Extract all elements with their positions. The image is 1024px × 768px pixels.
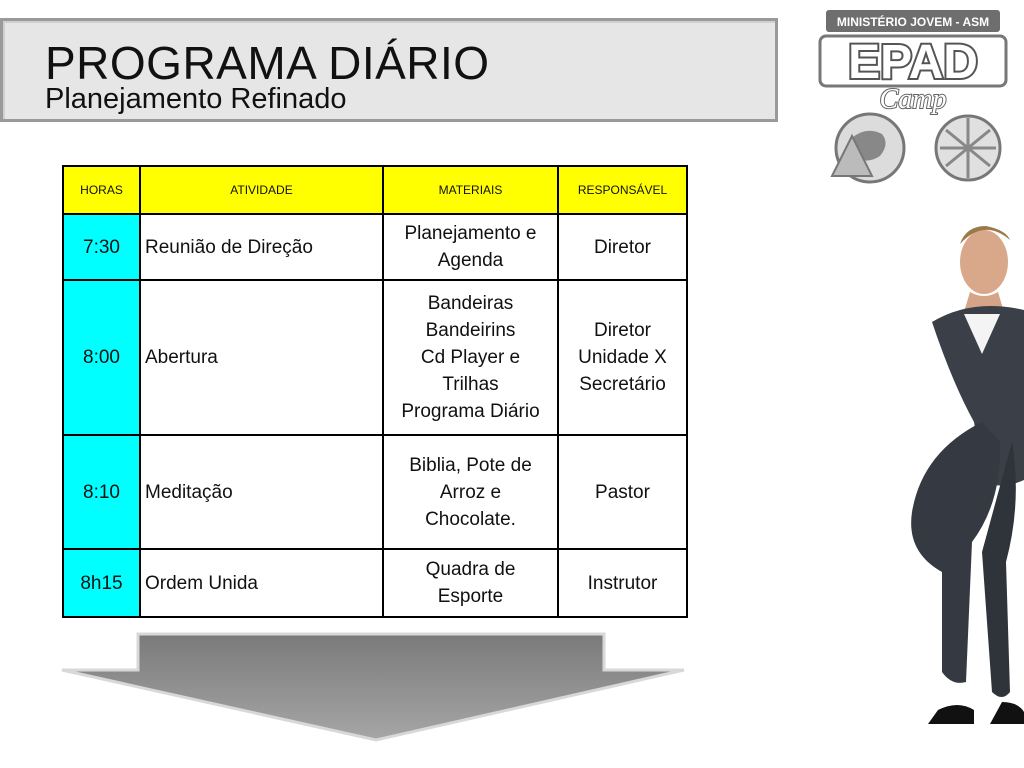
table-header-row xyxy=(63,166,687,214)
epad-camp-logo xyxy=(818,8,1008,190)
materials-line: Programa Diário xyxy=(401,401,540,422)
materials-cell xyxy=(383,214,558,280)
title-banner xyxy=(0,18,778,122)
time-cell: 8h15 xyxy=(63,549,140,617)
column-header-responsavel: RESPONSÁVEL xyxy=(558,166,687,214)
materials-line: Agenda xyxy=(437,250,504,271)
responsible-line: Secretário xyxy=(579,374,666,395)
logo-top-text: MINISTÉRIO JOVEM - ASM xyxy=(836,15,990,29)
responsible-line: Unidade X xyxy=(578,347,667,368)
activity-cell: Meditação xyxy=(140,435,383,549)
table-row xyxy=(63,280,687,435)
responsible-line: Diretor xyxy=(593,320,651,341)
logo-brand: EPAD xyxy=(848,36,978,89)
logo-script: Camp xyxy=(879,84,947,115)
responsible-cell xyxy=(558,435,687,549)
materials-line: Chocolate. xyxy=(425,508,516,530)
time-cell: 8:00 xyxy=(63,280,140,435)
responsible-cell xyxy=(558,280,687,435)
page-subtitle: Planejamento Refinado xyxy=(45,83,347,115)
column-header-atividade: ATIVIDADE xyxy=(140,166,383,214)
materials-cell xyxy=(383,280,558,435)
responsible-cell xyxy=(558,214,687,280)
table-row xyxy=(63,435,687,549)
activity-cell: Reunião de Direção xyxy=(140,214,383,280)
materials-line: Quadra de xyxy=(425,559,516,580)
responsible-line: Pastor xyxy=(595,481,650,503)
materials-line: Cd Player e xyxy=(420,347,521,368)
materials-cell xyxy=(383,435,558,549)
down-arrow-shape xyxy=(58,630,688,742)
table-row xyxy=(63,549,687,617)
responsible-line: Instrutor xyxy=(587,572,658,594)
materials-line: Bandeirins xyxy=(425,320,516,341)
page-title: PROGRAMA DIÁRIO xyxy=(45,37,490,89)
column-header-materiais: MATERIAIS xyxy=(383,166,558,214)
materials-line: Esporte xyxy=(437,586,504,607)
materials-line: Trilhas xyxy=(442,374,499,395)
table-row xyxy=(63,214,687,280)
materials-line: Bandeiras xyxy=(427,293,514,314)
time-cell: 7:30 xyxy=(63,214,140,280)
materials-line: Biblia, Pote de xyxy=(409,454,532,476)
materials-cell xyxy=(383,549,558,617)
materials-line: Arroz e xyxy=(439,481,502,503)
activity-cell: Ordem Unida xyxy=(140,549,383,617)
time-cell: 8:10 xyxy=(63,435,140,549)
schedule-table xyxy=(62,165,688,618)
man-in-suit-photo xyxy=(862,222,1024,742)
column-header-horas: HORAS xyxy=(63,166,140,214)
responsible-line: Diretor xyxy=(593,236,651,258)
materials-line: Planejamento e xyxy=(404,223,537,244)
activity-cell: Abertura xyxy=(140,280,383,435)
responsible-cell xyxy=(558,549,687,617)
